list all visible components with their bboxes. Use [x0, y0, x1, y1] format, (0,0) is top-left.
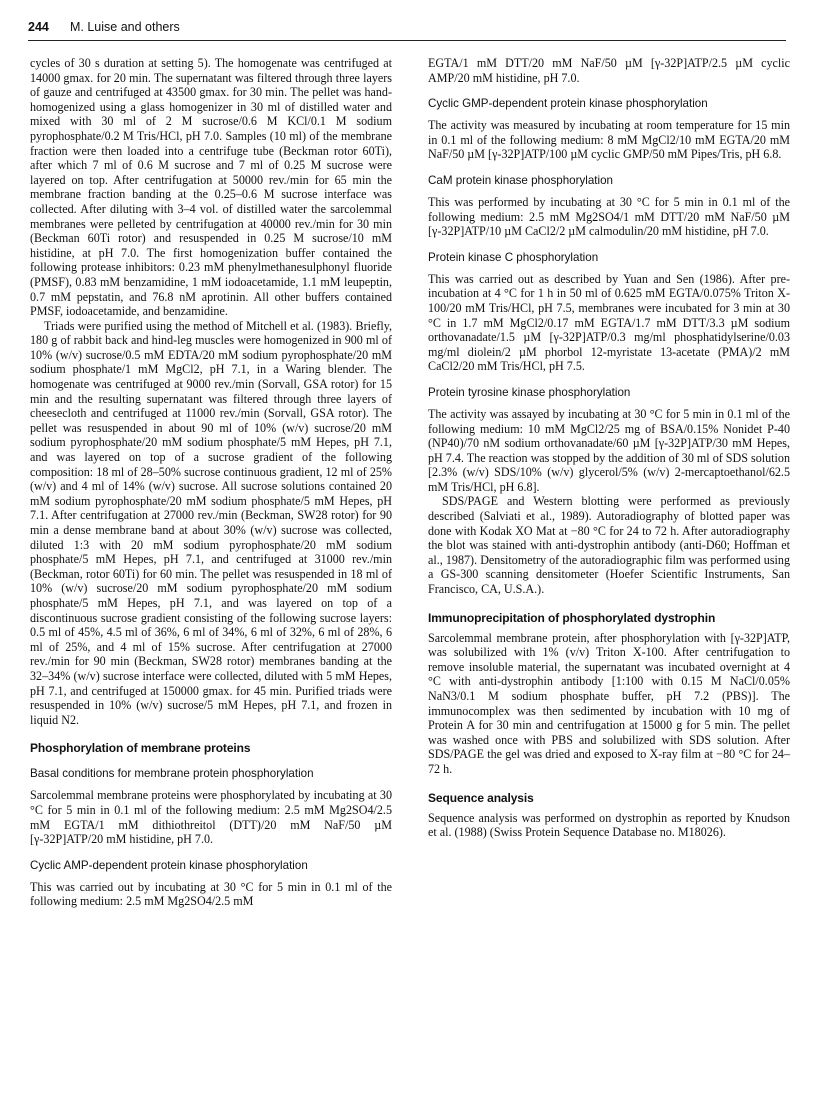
- paragraph-camp: This was carried out by incubating at 30 °C for 5 min in 0.1 ml of the following medium: 2.5 mM Mg2SO4/2.5 mM: [30, 879, 392, 909]
- subheading-pkc: Protein kinase C phosphorylation: [428, 250, 599, 264]
- right-column: [428, 56, 790, 840]
- paragraph-cgmp: The activity was measured by incubating at room temperature for 15 min in 0.1 ml of the following medium: 8 mM MgCl2/10 mM EGTA/20 mM NaF/50 µM [γ-32P]ATP/100 µM cyclic GMP/50 mM Pipes/Tris, pH 6.8.: [428, 118, 790, 162]
- subheading-ptk: Protein tyrosine kinase phosphorylation: [428, 385, 631, 399]
- section-heading-immunoprecipitation: Immunoprecipitation of phosphorylated dystrophin: [428, 610, 716, 625]
- left-column: [30, 56, 392, 909]
- paragraph-cam: This was performed by incubating at 30 °C for 5 min in 0.1 ml of the following medium: 2.5 mM Mg2SO4/1 mM DTT/20 mM NaF/50 µM [γ-32P]ATP/10 µM CaCl2/2 µM calmodulin/20 mM histidine, pH 7.0.: [428, 194, 790, 239]
- paragraph-sds-page: SDS/PAGE and Western blotting were performed as previously described (Salviati et al., 1989). Autoradiography of blotted paper was done with Kodak XO Mat at −80 °C for 24 to 72 h. After autoradiography the blot was stained with anti-dystrophin antibody (anti-D60; Hoffman et al., 1987). Densitometry of the autoradiographic film was performed using a GS-300 scanning densitometer (Hoefer Scientific Instruments, San Francisco, CA, U.S.A.).: [428, 494, 790, 597]
- subheading-cgmp: Cyclic GMP-dependent protein kinase phosphorylation: [428, 97, 708, 111]
- running-title: M. Luise and others: [70, 20, 180, 34]
- paragraph-basal: Sarcolemmal membrane proteins were phosphorylated by incubating at 30 °C for 5 min in 0.1 ml of the following medium: 2.5 mM Mg2SO4/2.5 mM EGTA/1 mM dithiothreitol (DTT)/20 mM NaF/50 µM [γ-32P]ATP/20 mM histidine, pH 7.0.: [30, 788, 392, 847]
- paragraph-membrane-prep: cycles of 30 s duration at setting 5). The homogenate was centrifuged at 14000 gmax. for 20 min. The supernatant was filtered through three layers of gauze and centrifuged at 43500 gmax. for 30 min. The pellet was hand-homogenized using a glass homogenizer in 30 ml of distilled water and mixed with 30 ml of 2 M sucrose/0.6 M KCl/0.1 M sodium pyrophosphate/0.2 M Tris/HCl, pH 7.0. Samples (10 ml) of the membrane fraction were then loaded into a centrifuge tube (Beckman rotor 60Ti), after which 7 ml of 0.6 M sucrose and 7 ml of 0.25 M sucrose were layered on top. After centrifugation at 50000 rev./min for 65 min the membrane fraction banding at the 0.25–0.6 M sucrose interface was collected. After diluting with 3–4 vol. of distilled water the sarcolemmal membranes were pelleted by centrifugation at 40000 rev./min for 30 min (Beckman 60Ti rotor) and resuspended in 0.25 M sucrose/10 mM histidine, at pH 7.0. The first homogenization buffer contained the following protease inhibitors: 0.23 mM phenylmethanesulphonyl fluoride (PMSF), 0.83 mM benzamidine, 1 mM iodoacetamide, 1.1 mM leupeptin, 0.7 mM pepstatin, and 76.8 nM aprotinin. All other buffers contained PMSF, iodoacetamide, and benzamidine.: [30, 56, 392, 319]
- subheading-camp: Cyclic AMP-dependent protein kinase phosphorylation: [30, 858, 308, 872]
- paragraph-camp-continued: EGTA/1 mM DTT/20 mM NaF/50 µM [γ-32P]ATP/2.5 µM cyclic AMP/20 mM histidine, pH 7.0.: [428, 56, 790, 85]
- paragraph-triads: Triads were purified using the method of Mitchell et al. (1983). Briefly, 180 g of rabbit back and hind-leg muscles were homogenized in 900 ml of 10% (w/v) sucrose/0.5 mM EDTA/20 mM sodium pyrophosphate/20 mM sodium phosphate/1 mM MgCl2, pH 7.1, in a Waring blender. The homogenate was centrifuged at 9000 rev./min (Sorvall, GSA rotor) for 15 min and the resulting supernatant was filtered through three layers of cheesecloth and centrifuged at 11000 rev./min (Sorvall, GSA rotor). The pellet was resuspended in about 90 ml of 10% (w/v) sucrose/20 mM sodium pyrophosphate/20 mM sodium phosphate/5 mM Hepes, pH 7.1, and was layered on top of a sucrose gradient of the following composition: 18 ml of 28–50% sucrose continuous gradient, 12 ml of 25% (w/v) and 4 ml of 14% (w/v) sucrose. All sucrose solutions contained 20 mM sodium pyrophosphate/20 mM sodium phosphate/5 mM Hepes, pH 7.1. After centrifugation at 27000 rev./min (Beckman, SW28 rotor) for 90 min a dense membrane band at about 30% (w/v) sucrose was collected, diluted 1:3 with 20 mM sodium pyrophosphate/20 mM sodium phosphate/5 mM Hepes, pH 7.1, and centrifuged at 31000 rev./min (Beckman, rotor 60Ti) for 60 min. The pellet was resuspended in 18 ml of 10% (w/v) sucrose/20 mM sodium pyrophosphate/20 mM sodium phosphate/5 mM Hepes, pH 7.1, and was layered on top of a discontinuous sucrose gradient consisting of the following sucrose layers: 0.5 ml of 45%, 4.5 ml of 36%, 6 ml of 34%, 6 ml of 32%, 6 ml of 28%, 6 ml of 25%, and 4 ml of 15% sucrose. After centrifugation at 27000 rev./min for 90 min (Beckman, SW28 rotor) membranes banding at the 32–34% (w/v) sucrose interface were collected, diluted with 5 mM Hepes, pH 7.1, and centrifuged at 150000 gmax. for 45 min. Purified triads were resuspended in 10% (w/v) sucrose/5 mM Hepes, pH 7.1, and frozen in liquid N2.: [30, 318, 392, 727]
- page-number: 244: [28, 20, 49, 34]
- section-heading-phosphorylation: Phosphorylation of membrane proteins: [30, 741, 251, 756]
- page-header: [28, 16, 788, 38]
- paragraph-pkc: This was carried out as described by Yuan and Sen (1986). After pre-incubation at 4 °C for 1 h in 50 ml of 0.625 mM EGTA/0.075% Triton X-100/20 mM Tris/HCl, pH 7.5, membranes were incubated for 3 min at 30 °C in 1.7 mM MgCl2/0.17 mM EGTA/1.7 mM DTT/3.3 µM sodium orthovanadate/1.5 µM [γ-32P]ATP/0.3 mg/ml phosphatidylserine/0.03 mg/ml diolein/2 µM phorbol 12-myristate 13-acetate (PMA)/2 mM CaCl2/20 mM Tris/HCl, pH 7.5.: [428, 271, 790, 374]
- paragraph-sequence: Sequence analysis was performed on dystrophin as reported by Knudson et al. (1988) (Swiss Protein Sequence Database no. M18026).: [428, 810, 790, 840]
- subheading-basal: Basal conditions for membrane protein phosphorylation: [30, 767, 314, 781]
- section-heading-sequence: Sequence analysis: [428, 790, 534, 805]
- paragraph-immunoprecipitation: Sarcolemmal membrane protein, after phosphorylation with [γ-32P]ATP, was solubilized with 1% (v/v) Triton X-100. After centrifugation to remove insoluble material, the supernatant was incubated overnight at 4 °C with anti-dystrophin antibody [1:100 with 0.15 M NaCl/0.05% NaN3/0.1 M sodium phosphate buffer, pH 7.2 (PBS)]. The immunocomplex was then sedimented by incubation with 10 mg of Protein A for 30 min and centrifugation at 15000 g for 5 min. The pellet was washed once with PBS and solubilized with SDS solution. After SDS/PAGE the gel was dried and exposed to X-ray film at −80 °C for 24–72 h.: [428, 630, 790, 776]
- paragraph-ptk: The activity was assayed by incubating at 30 °C for 5 min in 0.1 ml of the following medium: 10 mM MgCl2/25 mg of BSA/0.15% Nonidet P-40 (NP40)/70 nM sodium orthovanadate/60 µM [γ-32P]ATP/30 mM Hepes, pH 7.4. The reaction was stopped by the addition of 30 ml of SDS solution [2.3% (w/v) SDS/10% (w/v) glycerol/5% (w/v) 2-mercaptoethanol/62.5 mM Tris/HCl, pH 6.8].: [428, 406, 790, 494]
- header-rule: [28, 40, 786, 41]
- subheading-cam: CaM protein kinase phosphorylation: [428, 173, 613, 187]
